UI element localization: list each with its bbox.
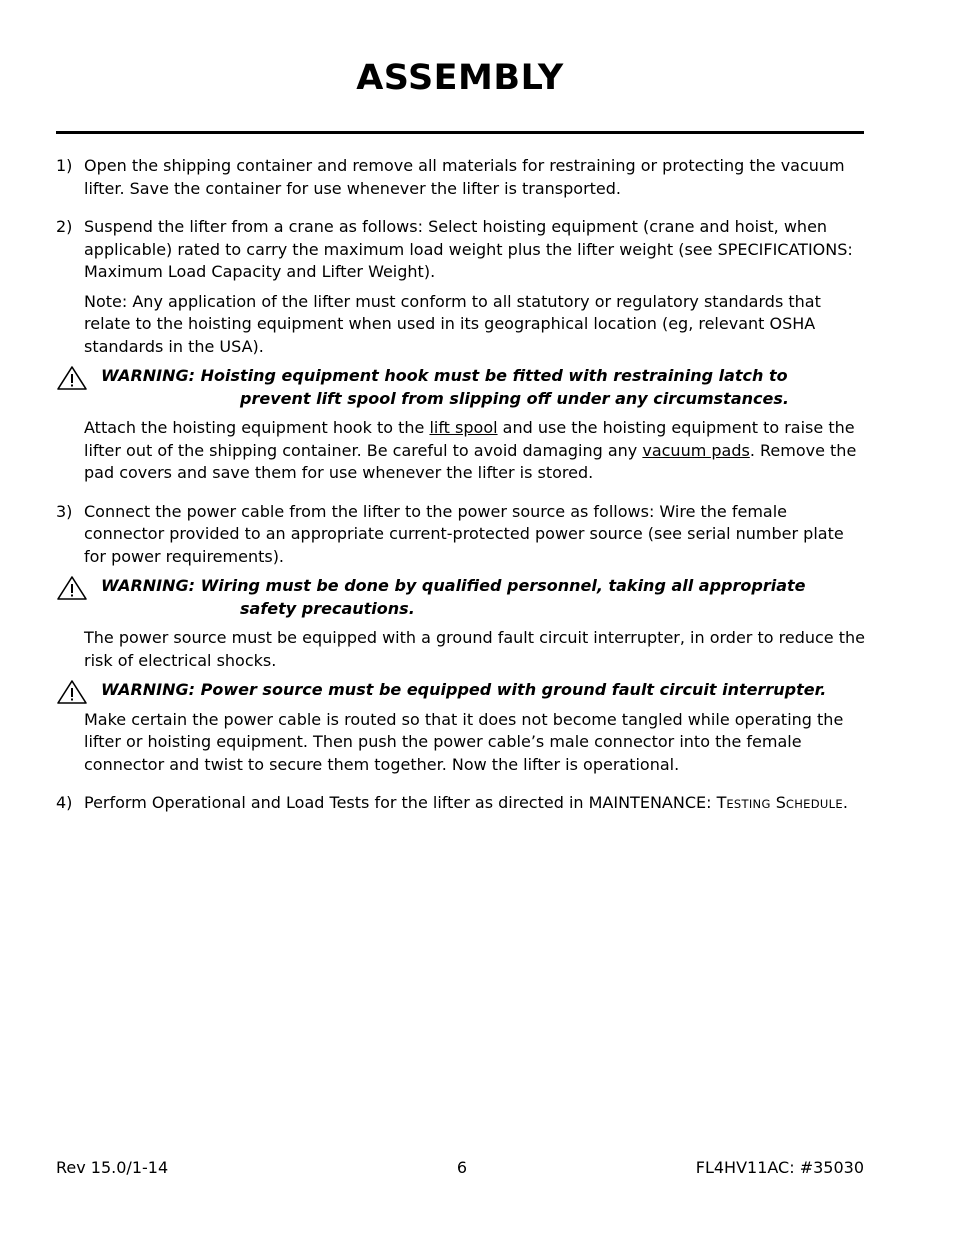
- warning-text-line1: WARNING: Wiring must be done by qualified personnel, taking all appropriate: [101, 576, 806, 595]
- small-caps-rest: CHEDULE: [785, 797, 843, 811]
- step-text: Suspend the lifter from a crane as follows: Select hoisting equipment (crane and hoist, when applicable) rated to carry the maximum load weight plus the lifter weight (see SPECIFICATIONS: Maximum Load Capacity and Lifter Weight).: [84, 217, 853, 281]
- warning-triangle-icon: [56, 365, 88, 391]
- step-2: [56, 216, 866, 485]
- step-3: [56, 501, 866, 777]
- warning-block: [56, 679, 866, 702]
- step-number: 4): [56, 793, 73, 812]
- step-number: 2): [56, 217, 73, 236]
- warning-triangle-icon: [56, 679, 88, 705]
- text-segment: Perform Operational and Load Tests for the lifter as directed in MAINTENANCE:: [84, 793, 717, 812]
- small-caps-letter: T: [716, 793, 727, 812]
- warning-text-line2: safety precautions.: [240, 598, 415, 618]
- footer-page-number: 6: [456, 1158, 468, 1177]
- text-segment: and use the hoisting equipment to raise the lifter out of the shipping container. Be careful to avoid damaging any: [84, 418, 855, 460]
- warning-text-line1: WARNING: Hoisting equipment hook must be fitted with restraining latch to: [101, 366, 788, 385]
- small-caps-letter: S: [775, 793, 786, 812]
- step-number: 1): [56, 156, 73, 175]
- warning-block: [56, 365, 866, 410]
- footer-revision: Rev 15.0/1-14: [56, 1158, 169, 1177]
- vacuum-pads-term: vacuum pads: [642, 440, 750, 460]
- step-text: Open the shipping container and remove all materials for restraining or protecting the vacuum lifter. Save the container for use whenever the lifter is transported.: [84, 156, 845, 198]
- text-segment: .: [842, 793, 848, 812]
- step-4: [56, 792, 866, 816]
- warning-block: [56, 575, 866, 620]
- step-text: Connect the power cable from the lifter to the power source as follows: Wire the female connector provided to an appropriate current-protected power source (see serial number plate for power requirements).: [84, 501, 844, 566]
- warning-text-line2: prevent lift spool from slipping off under any circumstances.: [240, 388, 789, 408]
- text-segment: . Remove the pad covers and save them for use whenever the lifter is stored.: [84, 440, 857, 482]
- small-caps-rest: ESTING: [726, 797, 771, 811]
- warning-triangle-icon: [56, 575, 88, 601]
- step-text: [84, 417, 866, 485]
- lift-spool-term: lift spool: [429, 418, 498, 437]
- title-divider: [56, 131, 864, 134]
- step-1: [56, 155, 866, 200]
- note-text: Note: Any application of the lifter must conform to all statutory or regulatory standards that relate to the hoisting equipment when used in its geographical location (eg, relevant OSHA standards in the USA).: [84, 291, 821, 356]
- warning-text: WARNING: Power source must be equipped with ground fault circuit interrupter.: [101, 680, 827, 699]
- assembly-steps: [56, 155, 866, 832]
- footer-document-id: FL4HV11AC: #35030: [695, 1158, 864, 1177]
- step-text: Make certain the power cable is routed so that it does not become tangled while operating the lifter or hoisting equipment. Then push the power cable’s male connector into the female connector and twist to secure them together. Now the lifter is operational.: [84, 709, 844, 774]
- page-title: ASSEMBLY: [356, 58, 564, 98]
- step-text: [84, 792, 866, 816]
- step-text: The power source must be equipped with a ground fault circuit interrupter, in order to reduce the risk of electrical shocks.: [84, 628, 865, 670]
- step-number: 3): [56, 501, 73, 521]
- text-segment: Attach the hoisting equipment hook to the: [84, 418, 430, 437]
